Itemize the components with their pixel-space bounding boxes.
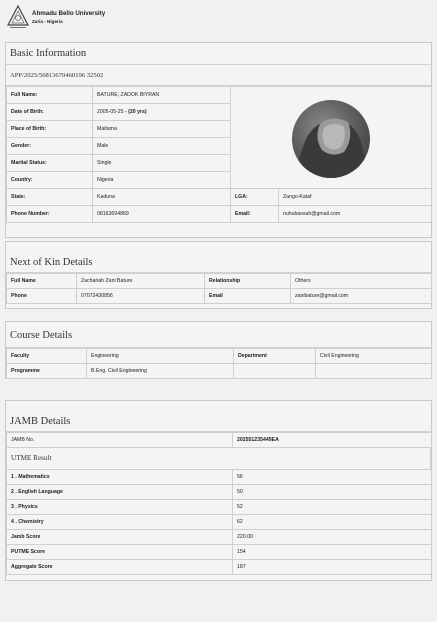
jamb-score-value: 220.00 [233,530,432,545]
faculty-value: Engineering [87,349,234,364]
phone-number-label: Phone Number: [7,206,93,223]
jamb-score-label: Jamb Score [7,530,233,545]
utme-result-table [6,469,432,575]
next-of-kin-table [6,273,432,304]
state-value: Kaduna [93,189,231,206]
email-value: nuhubassah@gmail.com [279,206,432,223]
gender-value: Male [93,138,231,155]
next-of-kin-section [5,241,432,309]
basic-information-section [5,42,432,238]
full-name-label: Full Name: [7,87,93,104]
marital-status-label: Marital Status: [7,155,93,172]
kin-phone-value: 07072430856 [77,289,205,304]
kin-full-name-label: Full Name [7,274,77,289]
marital-status-value: Single [93,155,231,172]
programme-value: B.Eng. Civil Engineering [87,364,234,379]
result-subject-4: 4 . Chemistry [7,515,233,530]
department-value: Civil Engineering [316,349,432,364]
gender-label: Gender: [7,138,93,155]
faculty-label: Faculty [7,349,87,364]
result-subject-3: 3 . Physics [7,500,233,515]
document-header [5,4,435,36]
result-score-2: 50 [233,485,432,500]
aggregate-score-label: Aggregate Score [7,560,233,575]
putme-score-label: PUTME Score [7,545,233,560]
university-name: Ahmadu Bello University [32,10,106,17]
department-label: Department [234,349,316,364]
basic-information-table [6,86,432,223]
lga-value: Zango-Kataf [279,189,432,206]
kin-full-name-value: Zachariah Zani Bature [77,274,205,289]
kin-phone-label: Phone [7,289,77,304]
course-details-section [5,321,432,379]
jamb-details-title: JAMB Details [6,411,431,432]
date-of-birth-date: 2005-05-25 [97,109,124,115]
basic-information-title: Basic Information [6,43,431,65]
university-location: Zaria - Nigeria [32,19,63,24]
full-name-value: BATURE, ZADOK BIYRAN [93,87,231,104]
country-value: Nigeria [93,172,231,189]
next-of-kin-title: Next of Kin Details [6,252,431,273]
jamb-details-section [5,400,432,581]
result-subject-1: 1 . Mathematics [7,470,233,485]
aggregate-score-value: 187 [233,560,432,575]
phone-number-value: 08163694869 [93,206,231,223]
university-logo-icon [7,5,29,29]
kin-email-label: Email [205,289,291,304]
kin-email-value: zanibature@gmail.com [291,289,432,304]
state-label: State: [7,189,93,206]
programme-label: Programme [7,364,87,379]
result-score-1: 56 [233,470,432,485]
date-of-birth-age: - (20 yrs) [123,109,147,115]
jamb-number-value: 202551235449EA [233,433,432,448]
country-label: Country: [7,172,93,189]
date-of-birth-value [93,104,231,121]
place-of-birth-value: Maitama [93,121,231,138]
jamb-number-table [6,432,432,448]
email-label: Email: [231,206,279,223]
place-of-birth-label: Place of Birth: [7,121,93,138]
utme-result-title: UTME Result [6,448,431,469]
course-details-title: Course Details [6,322,431,348]
application-id: APP/2025/56813670460196 32502 [6,65,431,86]
result-score-3: 52 [233,500,432,515]
kin-relationship-value: Others [291,274,432,289]
lga-label: LGA: [231,189,279,206]
date-of-birth-label: Date of Birth: [7,104,93,121]
kin-relationship-label: Relationship [205,274,291,289]
result-score-4: 62 [233,515,432,530]
putme-score-value: 154 [233,545,432,560]
jamb-number-label: JAMB No. [7,433,233,448]
course-details-table [6,348,432,379]
passport-photo [292,100,370,178]
result-subject-2: 2 . English Language [7,485,233,500]
passport-photo-cell [231,87,432,189]
